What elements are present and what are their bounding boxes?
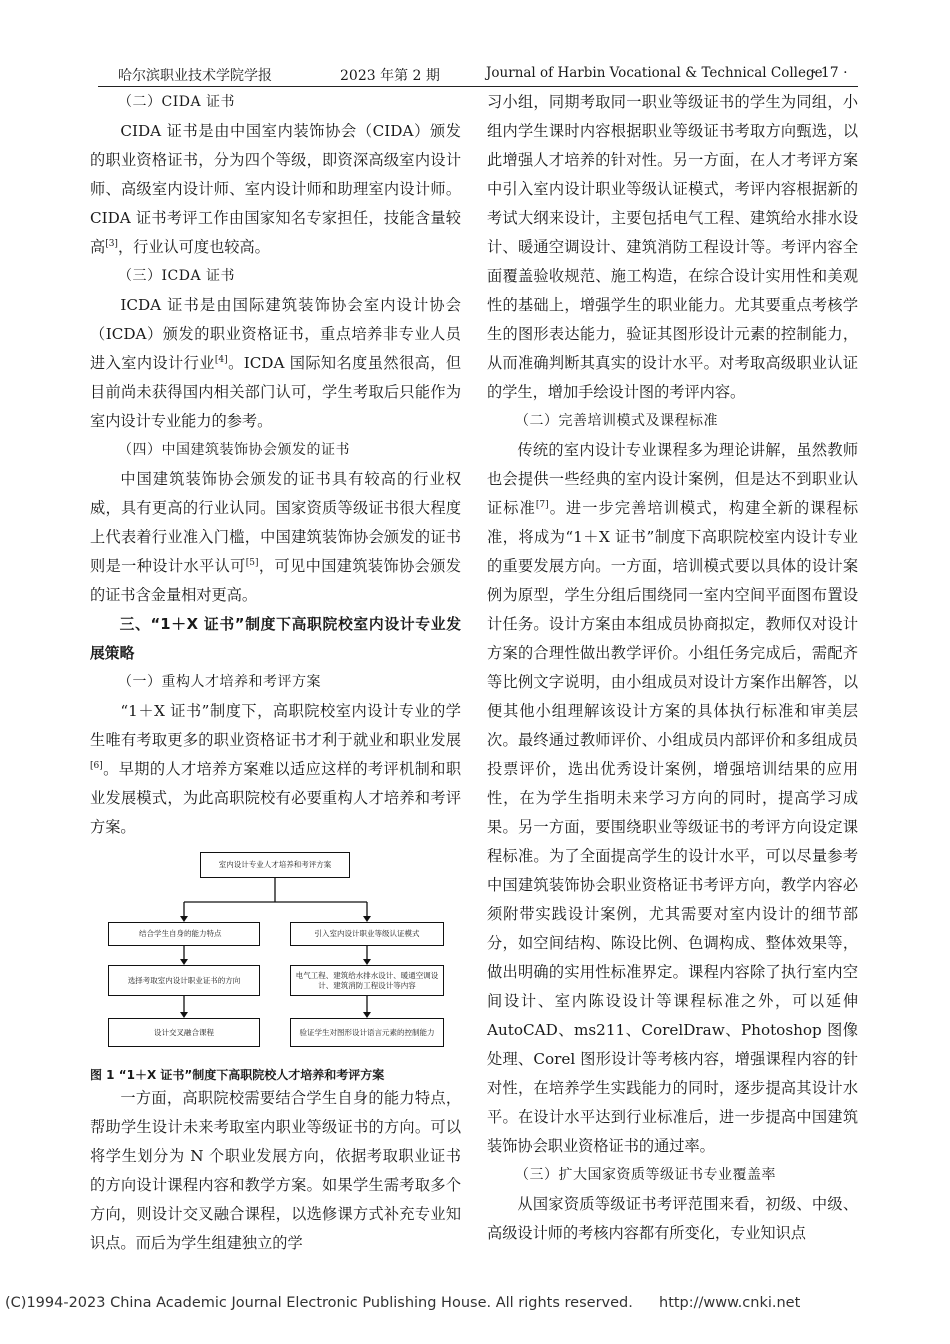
figure-box-l1: 结合学生自身的能力特点 <box>108 922 260 946</box>
citation-4[interactable]: [4] <box>214 354 228 365</box>
heading-3-3: （三）扩大国家资质等级证书专业覆盖率 <box>515 1167 776 1183</box>
figure-box-top: 室内设计专业人才培养和考评方案 <box>200 852 350 878</box>
heading-3-2: （二）完善培训模式及课程标准 <box>515 413 718 429</box>
section-3-heading: 三、“1＋X 证书”制度下高职院校室内设计专业发展策略 <box>90 616 461 662</box>
paragraph-icda: ICDA 证书是由国际建筑装饰协会室内设计协会（ICDA）颁发的职业资格证书，重点培养非专业人员进入室内设计行业[4]。ICDA 国际知名度虽然很高，但目前尚未获得国内相关部门认可，学生考取后只能作为室内设计专业能力的参考。 <box>90 296 462 430</box>
paragraph-cbda: 中国建筑装饰协会颁发的证书具有较高的行业权威，具有更高的行业认同。国家资质等级证书很大程度上代表着行业准入门槛，中国建筑装饰协会颁发的证书则是一种设计水平认可[5]，可见中国建筑装饰协会颁发的证书含金量相对更高。 <box>90 470 462 604</box>
heading-cida: （二）CIDA 证书 <box>118 94 236 110</box>
heading-icda: （三）ICDA 证书 <box>118 268 236 284</box>
citation-3[interactable]: [3] <box>105 238 118 249</box>
paragraph-3-1: “1＋X 证书”制度下，高职院校室内设计专业的学生唯有考取更多的职业资格证书才利于就业和职业发展[6]。早期的人才培养方案难以适应这样的考评机制和职业发展模式，为此高职院校有必要重构人才培养和考评方案。 <box>90 702 461 836</box>
page-number: · 17 · <box>812 65 848 81</box>
figure-box-l3: 设计交叉融合课程 <box>108 1018 260 1047</box>
issue-label: 2023 年第 2 期 <box>340 68 440 84</box>
figure-box-r3: 验证学生对图形设计语言元素的控制能力 <box>290 1018 444 1047</box>
journal-name-en: Journal of Harbin Vocational & Technical College <box>486 65 823 81</box>
running-header <box>98 62 858 87</box>
citation-5[interactable]: [5] <box>245 557 259 568</box>
figure-1 <box>90 846 461 1066</box>
right-column <box>487 88 858 1248</box>
copyright-text: (C)1994-2023 China Academic Journal Electronic Publishing House. All rights reserved. <box>5 1295 633 1311</box>
figure-1-caption: 图 1 “1＋X 证书”制度下高职院校人才培养和考评方案 <box>90 1068 385 1082</box>
journal-name-cn: 哈尔滨职业技术学院学报 <box>118 68 272 84</box>
paragraph-cida: CIDA 证书是由中国室内装饰协会（CIDA）颁发的职业资格证书，分为四个等级，即资深高级室内设计师、高级室内设计师、室内设计师和助理室内设计师。CIDA 证书考评工作由国家知名专家担任，技能含量较高[3]，行业认可度也较高。 <box>90 122 461 256</box>
citation-6[interactable]: [6] <box>90 760 103 771</box>
paragraph-after-figure: 一方面，高职院校需要结合学生自身的能力特点，帮助学生设计未来考取室内职业等级证书的方向。可以将学生划分为 N 个职业发展方向，依据考取职业证书的方向设计课程内容和教学方案。如果学生需考取多个方向，则设计交叉融合课程，以选修课方式补充专业知识点。而后为学生组建独立的学 <box>90 1089 461 1252</box>
figure-box-r1: 引入室内设计职业等级认证模式 <box>290 922 444 946</box>
paragraph-3-2: 传统的室内设计专业课程多为理论讲解，虽然教师也会提供一些经典的室内设计案例，但是达不到职业认证标准[7]。进一步完善培训模式，构建全新的课程标准，将成为“1＋X 证书”制度下高职院校室内设计专业的重要发展方向。一方面，培训模式要以具体的设计案例为原型，学生分组后围绕同一室内空间平面图布置设计任务。设计方案由本组成员协商拟定，教师仅对设计方案的合理性做出教学评价。小组任务完成后，需配齐等比例文字说明，由小组成员对设计方案作出解答，以便其他小组理解该设计方案的具体执行标准和审美层次。最终通过教师评价、小组成员内部评价和多组成员投票评价，选出优秀设计案例，增强培训结果的应用性，在为学生指明未来学习方向的同时，提高学习成果。另一方面，要围绕职业等级证书的考评方向设定课程标准。为了全面提高学生的设计水平，可以尽量参考中国建筑装饰协会职业资格证书考评方向，教学内容必须附带实践设计案例，尤其需要对室内设计的细节部分，如空间结构、陈设比例、色调构成、整体效果等，做出明确的实用性标准界定。课程内容除了执行室内空间设计、室内陈设设计等课程标准之外，可以延伸 AutoCAD、ms211、CorelDraw、Photoshop 图像处理、Corel 图形设计等考核内容，增强课程内容的针对性，在培养学生实践能力的同时，逐步提高其设计水平。在设计水平达到行业标准后，进一步提高中国建筑装饰协会职业资格证书的通过率。 <box>487 441 859 1155</box>
paragraph-3-3: 从国家资质等级证书考评范围来看，初级、中级、高级设计师的考核内容都有所变化，专业知识点 <box>487 1195 858 1242</box>
heading-cbda: （四）中国建筑装饰协会颁发的证书 <box>118 442 350 458</box>
left-column <box>90 88 461 1258</box>
heading-3-1: （一）重构人才培养和考评方案 <box>118 674 321 690</box>
citation-7[interactable]: [7] <box>535 499 549 510</box>
paragraph-continued: 习小组，同期考取同一职业等级证书的学生为同组，小组内学生课时内容根据职业等级证书考取方向甄选，以此增强人才培养的针对性。另一方面，在人才考评方案中引入室内设计职业等级认证模式，考评内容根据新的考试大纲来设计，主要包括电气工程、建筑给水排水设计、暖通空调设计、建筑消防工程设计等。考评内容全面覆盖验收规范、施工构造，在综合设计实用性和美观性的基础上，增强学生的职业能力。尤其要重点考核学生的图形表达能力，验证其图形设计元素的控制能力，从而准确判断其真实的设计水平。对考取高级职业认证的学生，增加手绘设计图的考评内容。 <box>487 93 858 401</box>
figure-box-l2: 选择考取室内设计职业证书的方向 <box>108 965 260 996</box>
cnki-link[interactable]: http://www.cnki.net <box>659 1295 801 1311</box>
figure-box-r2: 电气工程、建筑给水排水设计、暖通空调设计、建筑消防工程设计等内容 <box>290 965 444 996</box>
